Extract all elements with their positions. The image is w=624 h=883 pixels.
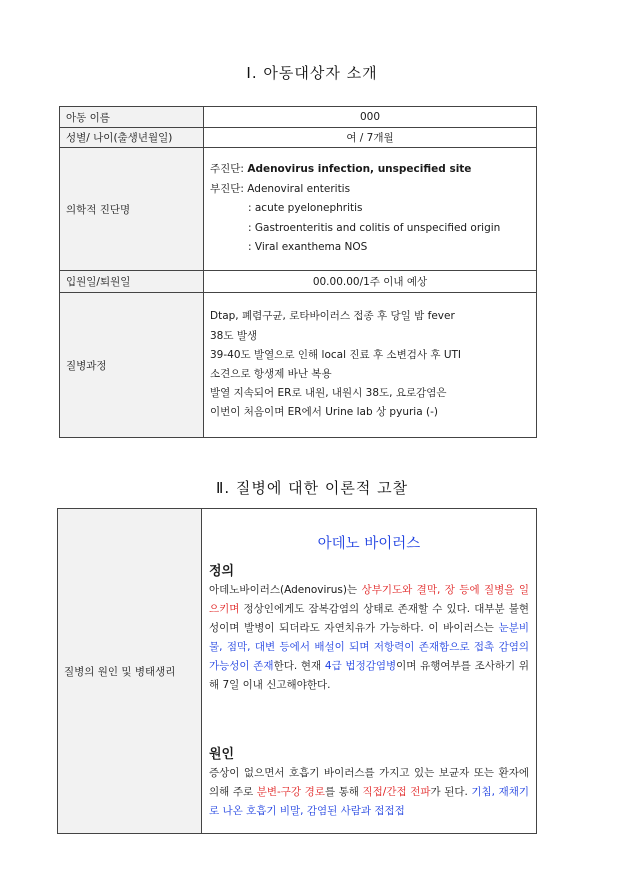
text-segment: 4급 법정감염병 [324,660,397,672]
diagnosis-label: 의학적 진단명 [60,148,204,271]
admission-label: 입원일/퇴원일 [60,271,204,293]
theory-table [57,508,537,834]
main-diagnosis-prefix: 주진단: [210,163,248,176]
text-segment: 아데노바이러스(Adenovirus)는 [209,584,362,596]
theory-title: 아데노 바이러스 [317,536,421,552]
sex-age-value: 여 / 7개월 [204,128,537,148]
main-diagnosis-term: Adenovirus infection, unspecified site [247,163,472,176]
name-label: 아동 이름 [60,107,204,128]
admission-row [60,271,537,293]
sub-diagnosis-4: : Viral exanthema NOS [248,241,368,254]
text-segment: 이며 유행여부를 조사하기 위해 7일 이내 신고해야한다. [209,660,529,691]
course-line-3: 39-40도 발열으로 인해 local 진료 후 소변검사 후 UTI [210,348,462,361]
text-segment: 상부기도와 결막, 장 등에 질병을 일으키며 [209,584,530,615]
text-segment: 직접/간접 전파 [362,786,431,798]
main-diagnosis [210,160,530,180]
text-segment: 기침, 재채기로 나온 호흡기 비말, 감염된 사람과 접접접 [209,786,530,817]
course-row [60,293,537,438]
child-info-table [59,106,537,438]
sex-age-label: 성별/ 나이(출생년월일) [60,128,204,148]
course-line-4: 소견으로 항생제 바난 복용 [210,368,332,380]
section-1-title: Ⅰ. 아동대상자 소개 [246,64,378,82]
sub-diagnosis-3: : Gastroenteritis and colitis of unspecified origin [248,221,501,234]
cause-paragraph [209,764,529,821]
sub-diagnosis-2: : acute pyelonephritis [248,202,363,215]
cause-heading: 원인 [209,747,235,762]
diagnosis-cell [204,148,537,271]
sub-diagnosis-1: 부진단: Adenoviral enteritis [210,182,351,195]
definition-heading: 정의 [209,564,235,579]
text-segment: 눈분비물, 점막, 대변 등에서 배설이 되며 저항력이 존재함으로 접촉 감염의 가능성이 존재 [209,622,529,672]
text-segment: 증상이 없으면서 호흡기 바이러스를 가지고 있는 보균자 또는 환자에 의해 주로 [209,767,529,798]
name-row [60,107,537,128]
theory-label: 질병의 원인 및 병태생리 [58,509,202,834]
theory-content [203,510,535,832]
name-value: 000 [204,107,537,128]
diagnosis-row [60,148,537,271]
section-2-title: Ⅱ. 질병에 대한 이론적 고찰 [215,479,409,497]
sex-age-row [60,128,537,148]
text-segment: 한다. 현재 [273,660,325,672]
theory-cell [202,509,537,834]
text-segment: 를 통해 [324,786,363,798]
course-line-1: Dtap, 폐렴구균, 로타바이러스 접종 후 당일 밤 fever [210,310,455,323]
course-line-2: 38도 발생 [210,329,258,342]
definition-paragraph [209,581,529,695]
text-segment: 분변-구강 경로 [256,786,325,798]
theory-row [58,509,537,834]
course-cell [204,293,537,438]
admission-value: 00.00.00/1주 이내 예상 [204,271,537,293]
course-line-6: 이번이 처음이며 ER에서 Urine lab 상 pyuria (-) [210,406,438,419]
course-label: 질병과정 [60,293,204,438]
spacer [209,695,529,737]
course-line-5: 발열 지속되어 ER로 내원, 내원시 38도, 요로감염은 [210,387,447,400]
main-diagnosis-text [210,163,471,175]
text-segment: 정상인에게도 잠복감염의 상태로 존재할 수 있다. 대부분 불현성이며 발병이 되더라도 자연치유가 가능하다. 이 바이러스는 [209,603,529,634]
text-segment: 가 된다. [430,786,472,798]
